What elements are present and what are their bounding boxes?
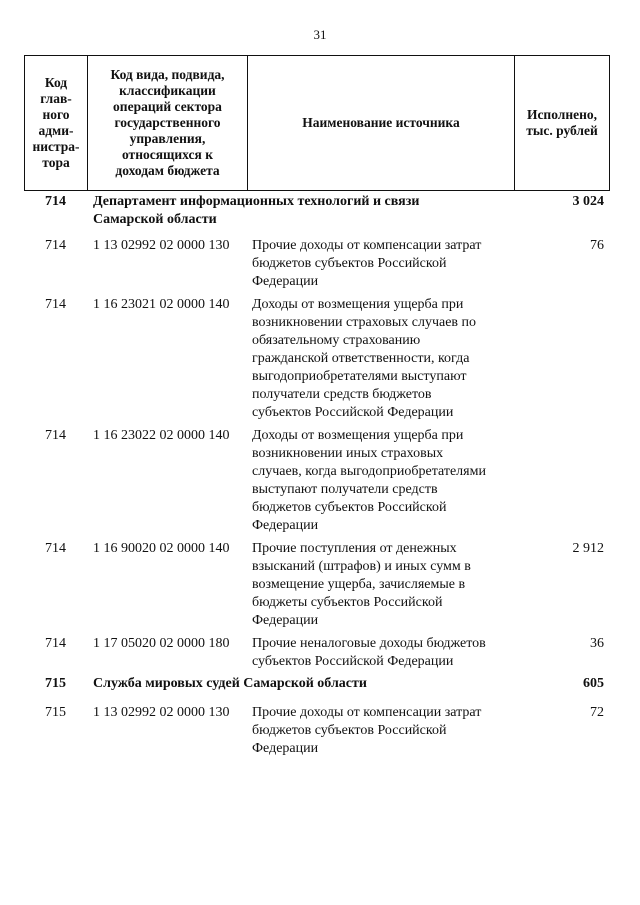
name-line: Федерации: [252, 741, 319, 756]
executed-amount-cell: 72: [590, 705, 604, 720]
source-name-cell: [247, 296, 514, 422]
table-header: [24, 55, 610, 191]
classification-code-cell: 1 16 23021 02 0000 140: [93, 297, 230, 312]
section-title-cell: [87, 675, 514, 693]
executed-amount-cell: 2 912: [572, 541, 604, 556]
executed-amount-cell: 36: [590, 636, 604, 651]
header-executed-amount: Исполнено, тыс. рублей: [526, 107, 598, 138]
classification-code-cell: 1 13 02992 02 0000 130: [93, 238, 230, 253]
table-row: [24, 296, 610, 422]
name-line: субъектов Российской Федерации: [252, 405, 454, 420]
section-row: [24, 193, 610, 229]
page-number: 31: [313, 27, 327, 42]
section-title-cell: [87, 193, 514, 229]
admin-code-cell: 714: [45, 297, 66, 312]
name-line: субъектов Российской Федерации: [252, 654, 454, 669]
name-line: бюджетов субъектов Российской: [252, 500, 447, 515]
section-row: [24, 675, 610, 693]
name-line: Прочие доходы от компенсации затрат: [252, 238, 482, 253]
executed-amount-cell: [514, 427, 610, 535]
executed-amount-cell: 76: [590, 238, 604, 253]
name-line: возникновении страховых случаев по: [252, 315, 477, 330]
name-line: выгодоприобретателями выступают: [252, 369, 467, 384]
name-line: возмещение ущерба, зачисляемые в: [252, 577, 466, 592]
executed-amount-cell: [514, 296, 610, 422]
name-line: случаев, когда выгодоприобретателями: [252, 464, 486, 479]
name-line: бюджетов субъектов Российской: [252, 723, 447, 738]
name-line: Федерации: [252, 518, 319, 533]
name-line: Прочие доходы от компенсации затрат: [252, 705, 482, 720]
name-line: Прочие неналоговые доходы бюджетов: [252, 636, 486, 651]
header-source-name: Наименование источника: [248, 56, 515, 190]
name-line: бюджетов субъектов Российской: [252, 256, 447, 271]
admin-code-cell: 715: [45, 676, 66, 691]
name-line: Прочие поступления от денежных: [252, 541, 457, 556]
admin-code-cell: 714: [45, 194, 66, 209]
header-classification-code: Код вида, подвида, классификации операций сектора государственного управления, относящихся к доходам бюджета: [88, 56, 248, 190]
table-body: [24, 193, 610, 758]
classification-code-cell: 1 13 02992 02 0000 130: [93, 705, 230, 720]
admin-code-cell: 715: [45, 705, 66, 720]
table-row: [24, 635, 610, 671]
source-name-cell: [247, 237, 514, 291]
name-line: Федерации: [252, 274, 319, 289]
admin-code-cell: 714: [45, 636, 66, 651]
name-line: получатели средств бюджетов: [252, 387, 432, 402]
admin-code-cell: 714: [45, 541, 66, 556]
header-admin-code: Код глав- ного адми- нистра- тора: [25, 56, 88, 190]
table-row: [24, 704, 610, 758]
executed-amount-cell: 605: [583, 676, 604, 691]
admin-code-cell: 714: [45, 428, 66, 443]
name-line: Служба мировых судей Самарской области: [93, 676, 367, 691]
source-name-cell: [247, 427, 514, 535]
name-line: Доходы от возмещения ущерба при: [252, 428, 464, 443]
table-row: [24, 427, 610, 535]
classification-code-cell: 1 16 90020 02 0000 140: [93, 541, 230, 556]
name-line: гражданской ответственности, когда: [252, 351, 470, 366]
name-line: обязательному страхованию: [252, 333, 421, 348]
table-row: [24, 237, 610, 291]
name-line: выступают получатели средств: [252, 482, 438, 497]
name-line: Самарской области: [93, 212, 217, 227]
name-line: бюджеты субъектов Российской: [252, 595, 443, 610]
classification-code-cell: 1 16 23022 02 0000 140: [93, 428, 230, 443]
name-line: взысканий (штрафов) и иных сумм в: [252, 559, 471, 574]
table-row: [24, 540, 610, 630]
name-line: возникновении иных страховых: [252, 446, 444, 461]
source-name-cell: [247, 704, 514, 758]
source-name-cell: [247, 540, 514, 630]
name-line: Департамент информационных технологий и связи: [93, 194, 420, 209]
classification-code-cell: 1 17 05020 02 0000 180: [93, 636, 230, 651]
admin-code-cell: 714: [45, 238, 66, 253]
name-line: Федерации: [252, 613, 319, 628]
executed-amount-cell: 3 024: [572, 194, 604, 209]
source-name-cell: [247, 635, 514, 671]
name-line: Доходы от возмещения ущерба при: [252, 297, 464, 312]
